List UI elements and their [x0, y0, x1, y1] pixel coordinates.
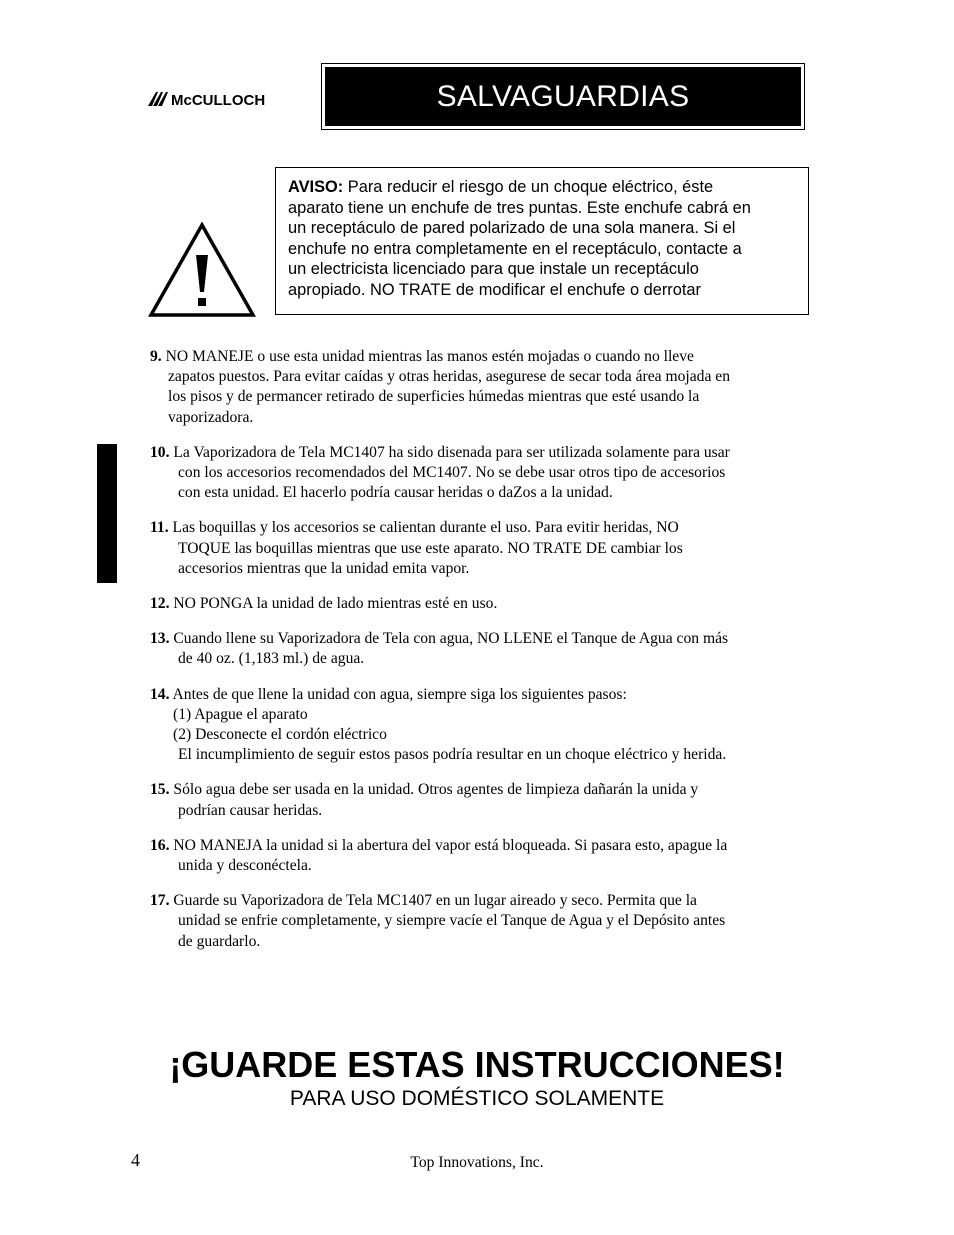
warning-triangle-icon: [148, 222, 256, 318]
item-number: 15.: [150, 781, 170, 799]
safety-items-list: [150, 347, 810, 967]
item-text: zapatos puestos. Para evitar caídas y otras heridas, asegurese de secar toda área mojada en: [168, 368, 730, 386]
item-text: los pisos y de permancer retirado de superficies húmedas mientras que esté usando la: [168, 388, 700, 406]
item-text: vaporizadora.: [168, 408, 254, 426]
item-text: accesorios mientras que la unidad emita vapor.: [178, 559, 470, 577]
item-text: NO MANEJA la unidad si la abertura del vapor está bloqueada. Si pasara esto, apague la: [169, 836, 728, 854]
item-number: 14.: [150, 685, 170, 703]
item-text: con esta unidad. El hacerlo podría causar heridas o daZos a la unidad.: [178, 484, 613, 502]
aviso-line: aparato tiene un enchufe de tres puntas. Este enchufe cabrá en: [288, 198, 751, 217]
item-text: de 40 oz. (1,183 ml.) de agua.: [178, 650, 365, 668]
aviso-line: Para reducir el riesgo de un choque eléctrico, éste: [343, 178, 714, 196]
item-text: Las boquillas y los accesorios se calientan durante el uso. Para evitir heridas, NO: [168, 519, 679, 537]
item-number: 10.: [150, 443, 170, 461]
page-title-frame: [321, 63, 805, 172]
safety-item-16: [150, 836, 810, 876]
aviso-label: AVISO:: [288, 178, 344, 196]
page-title: SALVAGUARDIAS IMPORTANTES: [325, 67, 801, 126]
item-number: 11.: [150, 519, 169, 537]
safety-item-10: [150, 443, 810, 504]
item-number: 16.: [150, 836, 170, 854]
household-use-subline: PARA USO DOMÉSTICO SOLAMENTE: [289, 1087, 665, 1110]
safety-item-11: [150, 518, 810, 579]
logo-text: McCULLOCH: [171, 92, 266, 108]
safety-item-13: [150, 629, 810, 669]
item-text: NO MANEJE o use esta unidad mientras las manos estén mojadas o cuando no lleve: [161, 348, 694, 365]
safety-item-14: [150, 685, 810, 766]
safety-item-15: [150, 780, 810, 820]
item-step: (1) Apague el aparato: [173, 705, 308, 723]
item-text: Antes de que llene la unidad con agua, siempre siga los siguientes pasos:: [169, 685, 627, 703]
safety-item-17: [150, 891, 810, 952]
item-number: 9.: [150, 348, 162, 365]
page-number: 4: [131, 1150, 140, 1170]
mcculloch-logo: [148, 90, 310, 108]
aviso-line: un receptáculo de pared polarizado de una sola manera. Si el: [288, 219, 736, 238]
item-step: (2) Desconecte el cordón eléctrico: [173, 726, 387, 744]
item-text: Cuando llene su Vaporizadora de Tela con agua, NO LLENE el Tanque de Agua con más: [169, 630, 729, 648]
item-number: 17.: [150, 892, 170, 910]
safety-item-12: [150, 594, 810, 614]
mcculloch-logo-mark: [148, 90, 310, 108]
item-text: NO PONGA la unidad de lado mientras esté en uso.: [169, 595, 498, 613]
item-text: unida y desconéctela.: [178, 857, 312, 875]
item-text: con los accesorios recomendados del MC1407. No se debe usar otros tipo de accesorios: [178, 464, 726, 482]
item-text: Guarde su Vaporizadora de Tela MC1407 en un lugar aireado y seco. Permita que la: [169, 892, 697, 910]
aviso-line: apropiado. NO TRATE de modificar el enchufe o derrotar: [288, 280, 702, 299]
aviso-line: un electricista licenciado para que instale un receptáculo: [288, 260, 699, 279]
item-text: TOQUE las boquillas mientras que use este aparato. NO TRATE DE cambiar los: [178, 539, 683, 557]
aviso-warning-box: [275, 167, 809, 315]
save-instructions-headline: ¡GUARDE ESTAS INSTRUCCIONES!: [169, 1044, 785, 1085]
item-number: 13.: [150, 630, 170, 648]
item-text: La Vaporizadora de Tela MC1407 ha sido disenada para ser utilizada solamente para usar: [169, 443, 730, 461]
item-text: Sólo agua debe ser usada en la unidad. Otros agentes de limpieza dañarán la unida y: [169, 781, 699, 799]
item-text: unidad se enfrie completamente, y siempre vacíe el Tanque de Agua y el Depósito antes: [178, 912, 726, 930]
item-text: de guardarlo.: [178, 932, 261, 950]
item-text: El incumplimiento de seguir estos pasos podría resultar en un choque eléctrico y herida.: [178, 746, 727, 764]
item-number: 12.: [150, 595, 170, 613]
aviso-line: enchufe no entra completamente en el receptáculo, contacte a: [288, 239, 742, 258]
safety-item-9: [150, 347, 810, 428]
footer-company: Top Innovations, Inc.: [410, 1154, 544, 1171]
item-text: podrían causar heridas.: [178, 801, 323, 819]
section-tab-marker: [97, 444, 117, 583]
